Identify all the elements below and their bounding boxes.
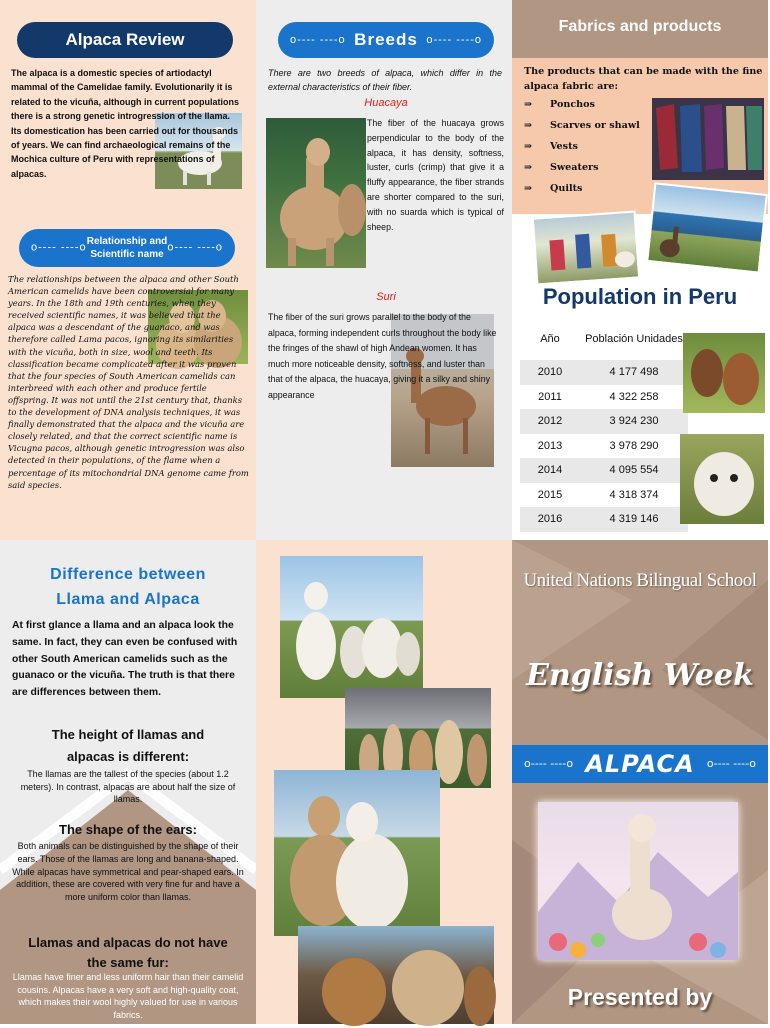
people-in-ponchos-photo xyxy=(532,210,640,285)
event-name: English Week xyxy=(526,658,754,693)
pill-dots-left: o---- ----o xyxy=(290,34,346,46)
population-cell: 3 978 290 xyxy=(609,439,659,452)
pill-dots-right: o---- ----o xyxy=(167,241,223,254)
panel-alpaca-review xyxy=(0,0,256,540)
school-name: United Nations Bilingual School xyxy=(523,570,757,591)
product-item: ⇒ Vests xyxy=(524,141,578,152)
arrow-icon: ⇒ xyxy=(524,183,533,194)
alpaca-review-intro: The alpaca is a domestic species of artiodactyl mammal of the Camelidae family. Evolutionarily it is related to the vicuña, although in current populations there is a strong genetic introgression of the llama. Its domestication has been carried out for thousands of years. We can find archaeological remains of the Mochica culture of Peru with representations of alpacas. xyxy=(11,68,240,179)
table-row xyxy=(520,434,688,459)
population-title: Population in Peru xyxy=(542,284,738,309)
ears-heading: The shape of the ears: xyxy=(59,822,197,837)
year-cell: 2012 xyxy=(537,415,563,428)
product-item: ⇒ Quilts xyxy=(524,183,583,194)
difference-intro: At first glance a llama and an alpaca look the same. In fact, they can even be confused with other South American camelids such as the guanaco or the vicuña. The truth is that there are differences between them. xyxy=(12,620,238,699)
population-cell: 4 322 258 xyxy=(609,390,659,403)
arrow-icon: ⇒ xyxy=(524,162,533,173)
presented-by: Presented by xyxy=(567,984,713,1010)
huacaya-text: The fiber of the huacaya grows perpendicular to the body of the alpaca, it has density, softness, luster, curls (crimp) that give it a fluffy appearance, the fiber strands are shorter compared to the suri, with no suarda which is typical of sheep. xyxy=(367,118,504,232)
white-alpaca-photo xyxy=(680,434,764,524)
relationship-text: The relationships between the alpaca and other South American camelids have been controversial for many years. In the 18th and 19th centuries, when they received scientific names, it was believed that the alpaca was a descendant of the guanaco, and was therefore called Lama pacos, ignoring its similarities with the vicuña, both in size, wool and teeth. Its classification became complicated after it was proven that the four species of South American camelids can interbreed with each other and produce fertile offspring. It was not until the 21st century that, thanks to the development of DNA analysis techniques, it was finally demonstrated that the alpaca and the vicuña are closely related, and that the correct scientific name is Vicugna pacos, although genetic introgression was also detected in their populations, of the flame when a percentage of its mitochondrial DNA genome came from said species. xyxy=(8,274,249,490)
table-row xyxy=(520,385,688,410)
fur-heading: Llamas and alpacas do not have the same fur: xyxy=(28,935,228,970)
products-intro: The products that can be made with the fine alpaca fabric are: xyxy=(524,66,763,92)
pill-dots-left: o---- ----o xyxy=(31,241,87,254)
panel-breeds xyxy=(256,0,512,540)
collage-photo-4 xyxy=(298,926,494,1024)
panel-fabrics xyxy=(512,0,768,540)
suri-heading: Suri xyxy=(376,291,396,303)
height-heading: The height of llamas and alpacas is different: xyxy=(51,727,205,764)
arrow-icon: ⇒ xyxy=(524,120,533,131)
year-cell: 2011 xyxy=(538,390,562,403)
panel-cover xyxy=(512,540,768,1024)
arrow-icon: ⇒ xyxy=(524,141,533,152)
ears-text: Both animals can be distinguished by the shape of their ears. Those of the llamas are long and banana-shaped. While alpacas have symmetrical and pear-shaped ears. In addition, these are covered with very fine fur and have a more uniform color than llamas. xyxy=(12,841,244,903)
brown-alpacas-photo xyxy=(683,333,765,413)
relationship-title-pill xyxy=(19,229,235,267)
suri-text: The fiber of the suri grows parallel to the body of the alpaca, forming independent curls throughout the body like the fringes of the shawl of high Andean women. It has much more noticeable density, softness, and luster than that of the alpaca, the huacaya, giving it a silky and shiny appearance xyxy=(268,312,497,400)
collage-photo-3 xyxy=(274,770,440,936)
alpaca-review-title-pill xyxy=(17,22,233,58)
population-cell: 3 924 230 xyxy=(609,415,659,428)
pill-dots-left: o---- ----o xyxy=(524,757,574,770)
breeds-title-pill xyxy=(278,22,494,58)
year-cell: 2010 xyxy=(537,366,563,379)
collage-photo-1 xyxy=(280,556,423,698)
table-row xyxy=(520,360,688,385)
year-cell: 2013 xyxy=(537,439,563,452)
panel-difference xyxy=(0,540,256,1024)
table-header-row xyxy=(520,318,688,360)
products-list xyxy=(524,99,640,204)
pill-dots-right: o---- ----o xyxy=(426,34,482,46)
population-table xyxy=(520,318,688,532)
year-cell: 2014 xyxy=(537,464,563,477)
table-row xyxy=(520,458,688,483)
year-cell: 2015 xyxy=(537,488,563,501)
panel-photo-collage xyxy=(256,540,512,1024)
height-text: The llamas are the tallest of the species (about 1.2 meters). In contrast, alpacas are about half the size of llamas. xyxy=(20,769,236,804)
year-cell: 2016 xyxy=(537,513,563,526)
fabrics-title: Fabrics and products xyxy=(558,18,722,35)
alpaca-banner xyxy=(512,745,768,783)
lake-landscape-photo xyxy=(646,182,768,273)
ponchos-photo xyxy=(652,98,764,180)
product-item: ⇒ Sweaters xyxy=(524,162,599,173)
header-year: Año xyxy=(520,318,580,360)
difference-title: Difference between Llama and Alpaca xyxy=(50,566,206,608)
population-cell: 4 095 554 xyxy=(609,464,659,477)
breeds-title: Breeds xyxy=(354,30,418,49)
product-item: ⇒ Scarves or shawl xyxy=(524,120,640,131)
population-table-body xyxy=(520,360,688,532)
breeds-intro: There are two breeds of alpaca, which differ in the external characteristics of their fiber. xyxy=(268,68,502,92)
arrow-icon: ⇒ xyxy=(524,99,533,110)
huacaya-heading: Huacaya xyxy=(364,97,408,109)
population-cell: 4 177 498 xyxy=(609,366,659,379)
pill-dots-right: o---- ----o xyxy=(706,757,756,770)
population-cell: 4 318 374 xyxy=(609,488,659,501)
table-row xyxy=(520,483,688,508)
table-row xyxy=(520,409,688,434)
header-population: Población Unidades xyxy=(580,318,688,360)
population-cell: 4 319 146 xyxy=(609,513,659,526)
table-row xyxy=(520,507,688,532)
cover-alpaca-illustration xyxy=(538,802,738,960)
banner-title: ALPACA xyxy=(585,750,695,778)
alpaca-review-title: Alpaca Review xyxy=(65,30,185,49)
product-item: ⇒ Ponchos xyxy=(524,99,595,110)
huacaya-photo xyxy=(266,118,366,268)
relationship-title: Relationship and Scientific name xyxy=(86,236,168,260)
fur-text: Llamas have finer and less uniform hair than their camelid cousins. Alpacas have a very soft and high-quality coat, which makes their wool highly valued for use in various fabrics. xyxy=(12,972,244,1020)
